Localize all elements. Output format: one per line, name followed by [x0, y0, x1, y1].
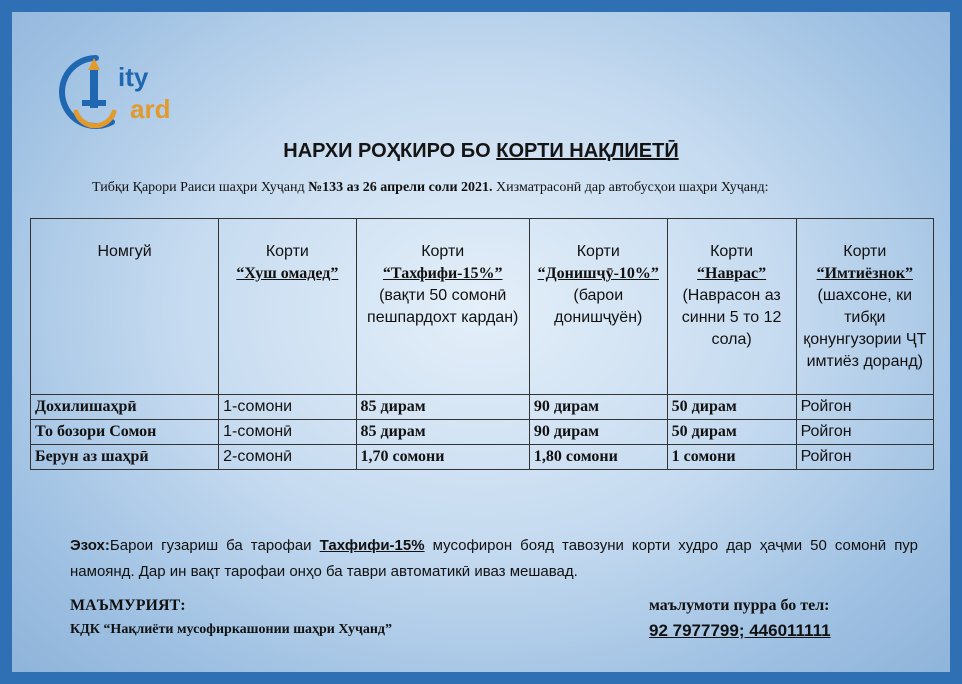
- header-navras: [667, 219, 796, 395]
- cell-navras: 50 дирам: [667, 395, 796, 420]
- header-navras-top: Корти: [710, 243, 754, 260]
- city-card-logo: [52, 48, 202, 138]
- fare-table: [30, 218, 934, 470]
- header-donish-top: Корти: [576, 243, 620, 260]
- flyer: [12, 12, 950, 672]
- note-text2: мусофирон бояд тавозуни корти худро дар ҳаҷми 50 сомонӣ пур намоянд. Дар ин вақт тарофаи онҳо ба таври автоматикӣ иваз мешавад.: [70, 537, 918, 580]
- cell-tahfif: 85 дирам: [356, 420, 529, 445]
- header-imt-note: (шахсоне, ки тибқи қонунгузории ҶТ имтиёз доранд): [803, 287, 927, 370]
- table-row: [31, 420, 934, 445]
- info-title: маълумоти пурра бо тел:: [649, 597, 830, 614]
- subtitle-decree: №133 аз 26 апрели соли 2021.: [308, 180, 493, 195]
- subtitle: [92, 180, 768, 196]
- cell-imt: Ройгон: [796, 420, 933, 445]
- logo-text-card: ard: [130, 94, 171, 124]
- header-name: [31, 219, 219, 395]
- header-hush-name: “Хуш омадед”: [236, 265, 339, 282]
- cell-donish: 90 дирам: [529, 420, 667, 445]
- table-header-row: [31, 219, 934, 395]
- row-name: Берун аз шаҳрӣ: [31, 445, 219, 470]
- header-tahfif-top: Корти: [421, 243, 465, 260]
- cell-imt: Ройгон: [796, 445, 933, 470]
- title-underlined: КОРТИ НАҚЛИЕТӢ: [496, 140, 679, 162]
- cell-donish: 1,80 сомони: [529, 445, 667, 470]
- note-paragraph: [70, 533, 918, 585]
- cell-donish: 90 дирам: [529, 395, 667, 420]
- header-donish-note: (барои донишҷуён): [554, 287, 643, 326]
- header-navras-note: (Навраcон аз синни 5 то 12 сола): [681, 287, 782, 348]
- header-name-label: Номгуй: [97, 243, 152, 260]
- header-navras-name: “Наврас”: [697, 265, 767, 282]
- header-hush: [219, 219, 356, 395]
- cell-hush: 1-сомонӣ: [219, 420, 356, 445]
- header-tahfif: [356, 219, 529, 395]
- table-row: [31, 445, 934, 470]
- subtitle-part2: Хизматрасонӣ дар автобусҳои шаҳри Хуҷанд:: [492, 180, 769, 195]
- cell-tahfif: 85 дирам: [356, 395, 529, 420]
- logo-text-city: ity: [118, 62, 149, 92]
- row-name: Дохилишаҳрӣ: [31, 395, 219, 420]
- note-label: Эзох:: [70, 537, 110, 554]
- table-row: [31, 395, 934, 420]
- cell-navras: 50 дирам: [667, 420, 796, 445]
- cell-tahfif: 1,70 сомони: [356, 445, 529, 470]
- cell-hush: 1-сомони: [219, 395, 356, 420]
- cell-imt: Ройгон: [796, 395, 933, 420]
- admin-title: МАЪМУРИЯТ:: [70, 597, 186, 614]
- cell-navras: 1 сомони: [667, 445, 796, 470]
- phone-numbers[interactable]: 92 7977799; 446011111: [649, 621, 831, 640]
- header-donish-name: “Донишҷӯ-10%”: [537, 265, 659, 282]
- row-name: То бозори Сомон: [31, 420, 219, 445]
- header-donish: [529, 219, 667, 395]
- admin-org: КДК “Нақлиёти мусофиркашонии шаҳри Хуҷанд”: [70, 622, 392, 637]
- header-imt-name: “Имтиёзнок”: [816, 265, 913, 282]
- cell-hush: 2-сомонӣ: [219, 445, 356, 470]
- page-title: [12, 140, 950, 163]
- header-imt: [796, 219, 933, 395]
- note-text1: Барои гузариш ба тарофаи: [109, 537, 320, 554]
- header-tahfif-name: “Тахфифи-15%”: [382, 265, 503, 282]
- header-tahfif-note: (вақти 50 сомонӣ пешпардохт кардан): [367, 287, 519, 326]
- title-prefix: НАРХИ РОҲКИРО БО: [283, 140, 497, 162]
- header-imt-top: Корти: [843, 243, 887, 260]
- header-hush-top: Корти: [265, 243, 309, 260]
- note-highlight: Тахфифи-15%: [319, 537, 425, 554]
- subtitle-part1: Тибқи Қарори Раиси шаҳри Хуҷанд: [92, 180, 309, 195]
